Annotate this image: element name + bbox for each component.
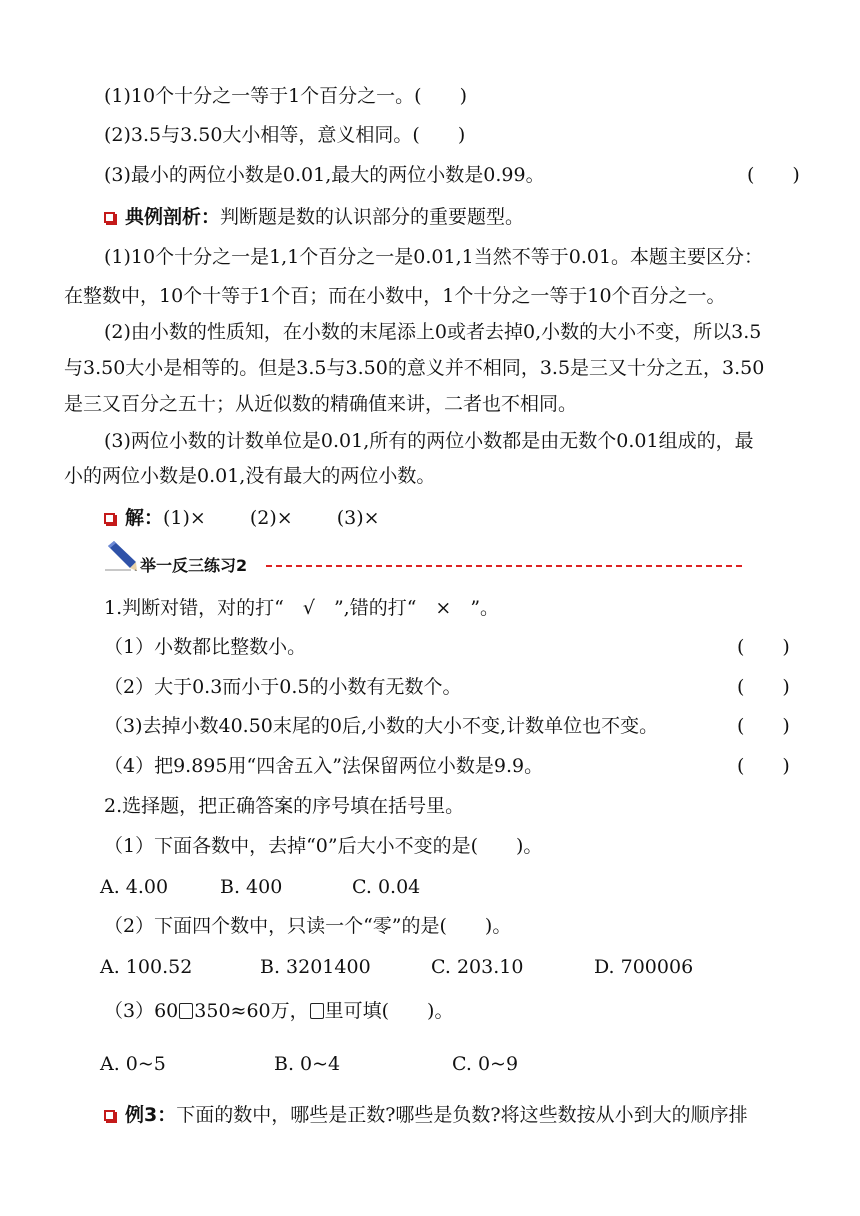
- example3-label: 例3：: [125, 1104, 177, 1126]
- analysis-para-2-line-1: (2)由小数的性质知，在小数的末尾添上0或者去掉0,小数的大小不变，所以3.5: [104, 321, 762, 343]
- q2-2-option-a: A. 100.52: [100, 956, 193, 978]
- q2-3-option-a: A. 0~5: [100, 1053, 166, 1075]
- analysis-heading: [104, 205, 524, 229]
- answer-blank: ( ): [747, 164, 800, 186]
- analysis-para-3-line-2: 小的两位小数是0.01,没有最大的两位小数。: [64, 465, 436, 487]
- analysis-para-2-line-2: 与3.50大小是相等的。但是3.5与3.50的意义并不相同，3.5是三又十分之五，3.50: [64, 357, 765, 379]
- q1-item-1: （1）小数都比整数小。: [104, 636, 307, 658]
- q2-sub-1: （1）下面各数中，去掉“0”后大小不变的是( )。: [104, 835, 543, 857]
- q2-3-part-b: 350≈60万，: [194, 1000, 309, 1022]
- q2-2-option-b: B. 3201400: [260, 956, 371, 978]
- q1-title: 1.判断对错，对的打“ √ ”,错的打“ × ”。: [104, 597, 500, 619]
- solution-line: [104, 506, 380, 530]
- q2-sub-2: （2）下面四个数中，只读一个“零”的是( )。: [104, 915, 512, 937]
- q2-title: 2.选择题，把正确答案的序号填在括号里。: [104, 795, 465, 817]
- blank-box-icon: [310, 1003, 324, 1019]
- example3-line: [104, 1103, 748, 1127]
- dashed-divider: [266, 565, 742, 567]
- analysis-para-2-line-3: 是三又百分之五十；从近似数的精确值来讲，二者也不相同。: [64, 393, 578, 415]
- judge-item-3: (3)最小的两位小数是0.01,最大的两位小数是0.99。: [104, 164, 545, 186]
- q2-3-option-b: B. 0~4: [274, 1053, 341, 1075]
- answer-blank: ( ): [737, 715, 790, 737]
- q2-2-option-d: D. 700006: [594, 956, 694, 978]
- q1-item-2: （2）大于0.3而小于0.5的小数有无数个。: [104, 676, 462, 698]
- solution-answers: (1)× (2)× (3)×: [163, 507, 380, 529]
- answer-blank: ( ): [737, 755, 790, 777]
- q2-2-option-c: C. 203.10: [431, 956, 524, 978]
- analysis-para-1-line-2: 在整数中，10个十等于1个百；而在小数中，1个十分之一等于10个百分之一。: [64, 285, 726, 307]
- square-bullet-icon: [104, 1110, 115, 1121]
- q2-1-option-a: A. 4.00: [100, 876, 169, 898]
- analysis-para-1-line-1: (1)10个十分之一是1,1个百分之一是0.01,1当然不等于0.01。本题主要区分：: [104, 246, 764, 268]
- blank-box-icon: [179, 1003, 193, 1019]
- pencil-icon: [104, 538, 138, 572]
- analysis-intro: 判断题是数的认识部分的重要题型。: [220, 206, 525, 228]
- analysis-para-3-line-1: (3)两位小数的计数单位是0.01,所有的两位小数都是由无数个0.01组成的，最: [104, 430, 754, 452]
- analysis-label: 典例剖析：: [125, 206, 221, 228]
- square-bullet-icon: [104, 513, 115, 524]
- q1-item-4: （4）把9.895用“四舍五入”法保留两位小数是9.9。: [104, 755, 544, 777]
- q2-1-option-b: B. 400: [220, 876, 283, 898]
- q2-3-option-c: C. 0~9: [452, 1053, 519, 1075]
- q2-sub-3: [104, 999, 453, 1023]
- q2-3-part-a: （3）60: [104, 1000, 179, 1022]
- practice-heading: 举一反三练习2: [140, 556, 248, 575]
- judge-item-1: (1)10个十分之一等于1个百分之一。( ): [104, 85, 468, 107]
- square-bullet-icon: [104, 212, 115, 223]
- solution-label: 解：: [125, 507, 164, 529]
- example3-text: 下面的数中，哪些是正数?哪些是负数?将这些数按从小到大的顺序排: [176, 1104, 748, 1126]
- judge-item-2: (2)3.5与3.50大小相等，意义相同。( ): [104, 124, 466, 146]
- answer-blank: ( ): [737, 636, 790, 658]
- q1-item-3: （3)去掉小数40.50末尾的0后,小数的大小不变,计数单位也不变。: [104, 715, 659, 737]
- q2-1-option-c: C. 0.04: [352, 876, 421, 898]
- answer-blank: ( ): [737, 676, 790, 698]
- q2-3-part-c: 里可填( )。: [324, 1000, 454, 1022]
